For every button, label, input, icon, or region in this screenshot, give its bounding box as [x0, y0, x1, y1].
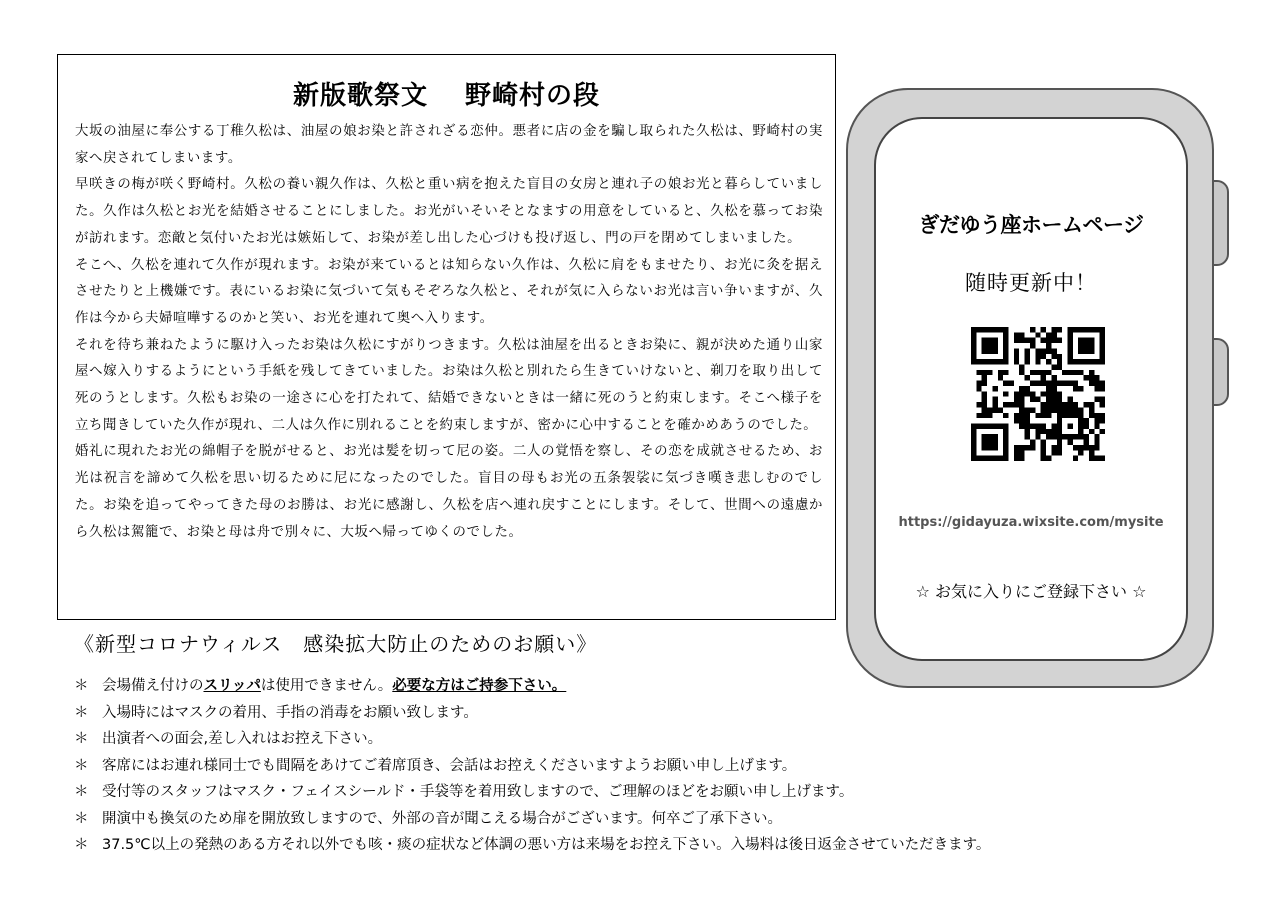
- notice-text: 開演中も換気のため扉を開放致しますので、外部の音が聞こえる場合がございます。何卒ご了承下さい。: [102, 810, 783, 827]
- notice-item: [74, 835, 1204, 862]
- slipper-emphasis: スリッパ: [203, 678, 261, 694]
- update-notice: 随時更新中！: [965, 271, 1097, 295]
- story-paragraph: 早咲きの梅が咲く野崎村。久松の養い親久作は、久松と重い病を抱えた盲目の女房と連れ子の娘お光と暮らしていました。久作は久松とお光を結婚させることにしました。お光がいそいそとなますの用意をしていると、久松を慕ってお染が訪れます。恋敵と気付いたお光は嫉妬して、お染が差し出した心づけも投げ返し、門の戸を閉めてしまいました。: [75, 177, 823, 246]
- notice-item: [74, 729, 1204, 756]
- story-title: 新版歌祭文 野崎村の段: [292, 81, 601, 111]
- story-paragraph: そこへ、久松を連れて久作が現れます。お染が来ているとは知らない久作は、久松に肩をもませたり、お光に灸を据えさせたりと上機嫌です。表にいるお染に気づいて気もそぞろな久松と、それが気に入らないお光は言い争いますが、久作は今から夫婦喧嘩するのかと笑い、お光を連れて奥へ入ります。: [75, 257, 823, 326]
- notice-item: [74, 756, 1204, 783]
- watch-screen: [874, 117, 1188, 661]
- notice-item: [74, 676, 1204, 703]
- bullet-icon: ＊: [74, 784, 89, 800]
- notice-text: 客席にはお連れ様同士でも間隔をあけてご着席頂き、会話はお控えくださいますようお願い申し上げます。: [102, 757, 797, 774]
- bullet-icon: ＊: [74, 731, 89, 747]
- smartwatch-graphic: [846, 88, 1214, 688]
- notice-text: 入場時にはマスクの着用、手指の消毒をお願い致します。: [102, 704, 478, 721]
- bookmark-request: ☆ お気に入りにご登録下さい ☆: [915, 582, 1147, 601]
- notice-title: 《新型コロナウィルス 感染拡大防止のためのお願い》: [74, 632, 598, 656]
- qr-code-icon[interactable]: [971, 327, 1105, 461]
- notice-text: 受付等のスタッフはマスク・フェイスシールド・手袋等を着用致しますので、ご理解のほどをお願い申し上げます。: [102, 784, 854, 800]
- notice-text-part: は使用できません。: [260, 678, 393, 694]
- story-box: [57, 54, 836, 620]
- story-paragraph: 婚礼に現れたお光の綿帽子を脱がせると、お光は髪を切って尼の姿。二人の覚悟を察し、その恋を成就させるため、お光は祝言を諦めて久松を思い切るために尼になったのでした。盲目の母もお光の五条袈裟に気づき嘆き悲しむのでした。お染を追ってやってきた母のお勝は、お光に感謝し、久松を店へ連れ戻すことにします。そして、世間への遠慮から久松は駕籠で、お染と母は舟で別々に、大坂へ帰ってゆくのでした。: [75, 444, 823, 540]
- notice-text: 37.5℃以上の発熱のある方それ以外でも咳・痰の症状など体調の悪い方は来場をお控え下さい。入場料は後日返金させていただきます。: [102, 837, 991, 853]
- notice-list: [74, 676, 1204, 862]
- bullet-icon: ＊: [74, 678, 89, 694]
- story-paragraph: それを待ち兼ねたように駆け入ったお染は久松にすがりつきます。久松は油屋を出るときお染に、親が決めた通り山家屋へ嫁入りするようにという手紙を残してきていました。お染は久松と別れたら生きていけないと、剃刀を取り出して死のうとします。久松もお染の一途さに心を打たれて、結婚できないときは一緒に死のうと約束します。そこへ様子を立ち聞きしていた久作が現れ、二人は久作に別れることを約束しますが、密かに心中することを確かめあうのでした。: [75, 337, 823, 433]
- notice-text: [102, 676, 566, 696]
- notice-item: [74, 782, 1204, 809]
- notice-text: 出演者への面会,差し入れはお控え下さい。: [102, 731, 383, 747]
- bullet-icon: ＊: [74, 810, 89, 827]
- homepage-url[interactable]: https://gidayuza.wixsite.com/mysite: [898, 515, 1164, 530]
- notice-item: [74, 703, 1204, 730]
- notice-text-part: 会場備え付けの: [102, 678, 204, 694]
- bullet-icon: ＊: [74, 757, 89, 774]
- bullet-icon: ＊: [74, 837, 89, 853]
- bring-own-emphasis: 必要な方はご持参下さい。: [392, 678, 567, 694]
- story-body: [75, 119, 823, 546]
- story-paragraph: 大坂の油屋に奉公する丁稚久松は、油屋の娘お染と許されざる恋仲。悪者に店の金を騙し取られた久松は、野崎村の実家へ戻されてしまいます。: [75, 124, 823, 166]
- notice-item: [74, 809, 1204, 836]
- homepage-heading: ぎだゆう座ホームページ: [918, 213, 1144, 237]
- bullet-icon: ＊: [74, 704, 89, 721]
